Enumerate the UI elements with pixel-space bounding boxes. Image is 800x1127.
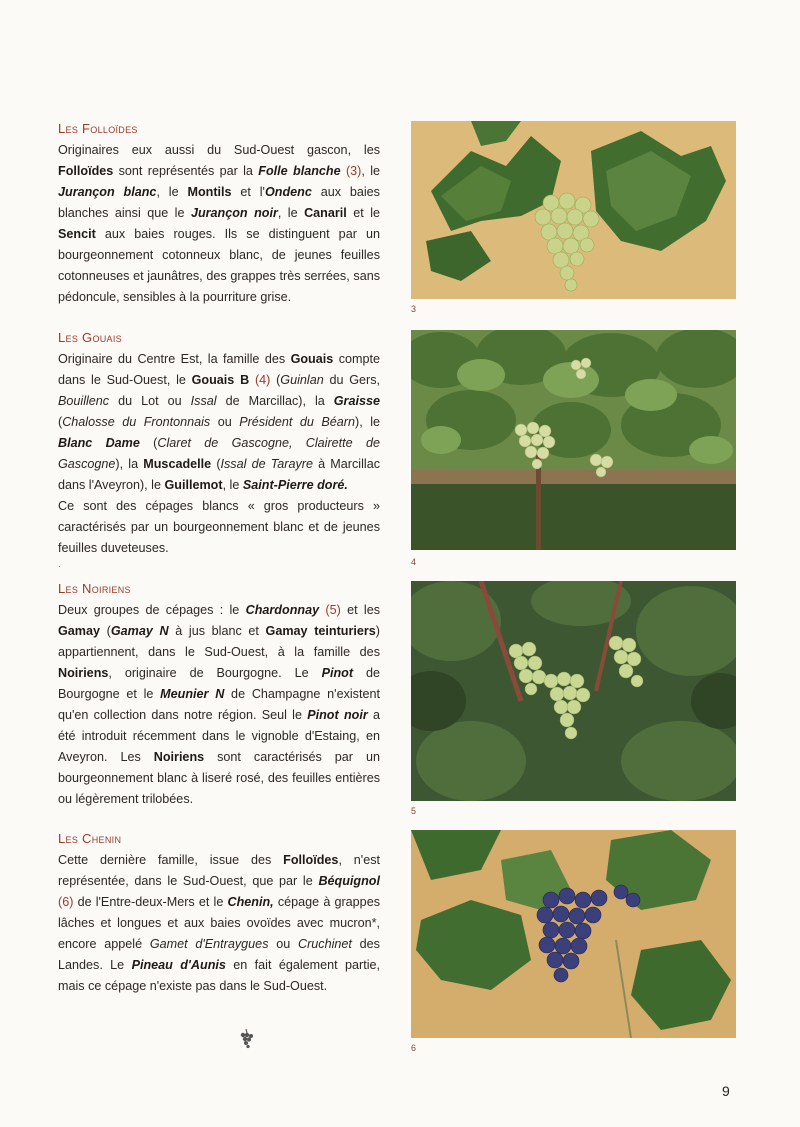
text-run: compte dans le Sud-Ouest, le — [58, 352, 380, 387]
text-run: ( — [270, 373, 281, 387]
photo-black-grape-bunch — [411, 830, 736, 1038]
text-run: Canaril — [304, 206, 347, 220]
section-paragraph — [58, 349, 380, 496]
text-run: Saint-Pierre doré. — [242, 478, 348, 492]
text-run: Issal — [190, 394, 217, 408]
text-run: Jurançon blanc — [58, 185, 157, 199]
text-run: Blanc Dame — [58, 436, 140, 450]
text-run: Montils — [187, 185, 232, 199]
text-run: , le — [361, 164, 380, 178]
text-run: de Marcillac), la — [216, 394, 334, 408]
text-run: Cruchinet — [298, 937, 352, 951]
section-paragraph — [58, 850, 380, 997]
text-run: Muscadelle — [143, 457, 212, 471]
text-run: Chalosse du Frontonnais — [62, 415, 211, 429]
text-run: Sencit — [58, 227, 96, 241]
text-run: en fait également partie, mais ce cépage n'existe pas dans le Sud-Ouest. — [58, 958, 380, 993]
figure-reference: (6) — [58, 895, 74, 909]
text-run: à jus blanc et — [168, 624, 266, 638]
section-paragraph — [58, 600, 380, 810]
text-run: ), le — [355, 415, 381, 429]
text-run: Guillemot — [164, 478, 223, 492]
text-run: du Lot ou — [109, 394, 191, 408]
text-run: Gamay — [58, 624, 101, 638]
text-run: Originaires eux aussi du Sud-Ouest gascon, les — [58, 143, 380, 157]
text-run: ou — [210, 415, 240, 429]
text-run: ( — [100, 624, 111, 638]
photo-caption: 3 — [411, 304, 417, 314]
text-run: de Bourgogne et le — [58, 666, 380, 701]
text-run: et l' — [231, 185, 265, 199]
text-run: Claret de Gascogne, Clairette de Gascogne — [58, 436, 380, 471]
text-run: ( — [58, 415, 63, 429]
text-run: , le — [222, 478, 243, 492]
text-run: Meunier N — [160, 687, 225, 701]
text-run: Jurançon noir — [190, 206, 278, 220]
text-run: Président du Béarn — [239, 415, 356, 429]
section-chenin — [58, 831, 380, 997]
page-number: 9 — [722, 1083, 730, 1099]
text-run: aux baies blanches ainsi que le — [58, 185, 380, 220]
text-run: Folloïdes — [283, 853, 339, 867]
text-run: Gouais B — [191, 373, 250, 387]
text-run: ( — [139, 436, 158, 450]
photo-white-grape-bunch — [411, 121, 736, 299]
text-run: Pineau d'Aunis — [131, 958, 226, 972]
text-run: Chenin, — [227, 895, 274, 909]
text-run: Ce sont des cépages blancs « gros producteurs » caractérisés par un bourgeonnement blanc et de jeunes feuilles duveteuses. — [58, 499, 380, 555]
text-run: de l'Entre-deux-Mers et le — [73, 895, 228, 909]
text-run: aux baies rouges. Ils se distinguent par un bourgeonnement cotonneux blanc, de jeunes feuilles cotonneuses et jaunâtres, des grappes très serrées, sans pédoncule, sensibles à la pourriture grise. — [58, 227, 380, 304]
stray-mark: · — [58, 562, 61, 571]
text-run: Gamet d'Entraygues — [149, 937, 269, 951]
text-run: du Gers, — [323, 373, 381, 387]
photo-caption: 5 — [411, 806, 417, 816]
text-run: Gamay teinturiers — [265, 624, 376, 638]
section-paragraph — [58, 140, 380, 308]
photo-caption: 4 — [411, 557, 417, 567]
text-run: à Marcillac dans l'Aveyron), le — [58, 457, 380, 492]
text-run: cépage à grappes lâches et longues et aux baies ovoïdes avec mucron*, encore appelé — [58, 895, 380, 951]
text-run: de Champagne n'existent qu'en collection dans notre région. Seul le — [58, 687, 380, 722]
text-run: , n'est représentée, dans le Sud-Ouest, que par le — [58, 853, 380, 888]
text-run: ) appartiennent, dans le Sud-Ouest, à la famille des — [58, 624, 380, 659]
figure-reference: (4) — [254, 373, 271, 387]
figure-reference: (3) — [345, 164, 362, 178]
section-heading: Les Noiriens — [58, 581, 131, 596]
section-heading: Les Gouais — [58, 330, 122, 345]
text-run: Folle blanche — [258, 164, 341, 178]
text-run: Gamay N — [110, 624, 169, 638]
section-heading: Les Folloïdes — [58, 121, 138, 136]
text-run: Folloïdes — [58, 164, 114, 178]
text-run: Pinot — [321, 666, 354, 680]
text-run: Béquignol — [318, 874, 380, 888]
text-run: sont représentés par la — [113, 164, 259, 178]
section-body — [58, 600, 380, 810]
section-body — [58, 349, 380, 559]
section-folloides — [58, 121, 380, 308]
section-heading: Les Chenin — [58, 831, 122, 846]
photo-vineyard-white-grapes — [411, 330, 736, 550]
text-run: Guinlan — [280, 373, 324, 387]
section-noiriens — [58, 581, 380, 810]
text-run: ou — [268, 937, 299, 951]
section-body — [58, 850, 380, 997]
text-run: Pinot noir — [307, 708, 368, 722]
text-run: a été introduit récemment dans le vignoble d'Estaing, en Aveyron. Les — [58, 708, 380, 764]
text-run: Issal de Tarayre — [220, 457, 313, 471]
text-run: des Landes. Le — [58, 937, 380, 972]
text-run: Noiriens — [153, 750, 205, 764]
section-gouais — [58, 330, 380, 559]
text-run: sont caractérisés par un bourgeonnement blanc à liseré rosé, des feuilles entières ou légèrement trilobées. — [58, 750, 380, 806]
text-run: ( — [211, 457, 221, 471]
text-run: Chardonnay — [245, 603, 320, 617]
section-body — [58, 140, 380, 308]
text-run: ), la — [115, 457, 144, 471]
text-run: et les — [340, 603, 380, 617]
text-run: Graisse — [333, 394, 380, 408]
text-run: Bouillenc — [58, 394, 110, 408]
text-run: Originaire du Centre Est, la famille des — [58, 352, 291, 366]
text-run: et le — [346, 206, 380, 220]
photo-caption: 6 — [411, 1043, 417, 1053]
text-run: Cette dernière famille, issue des — [58, 853, 284, 867]
text-run: Deux groupes de cépages : le — [58, 603, 246, 617]
text-run: , le — [277, 206, 305, 220]
grape-ornament-icon — [236, 1028, 256, 1050]
text-run: , le — [156, 185, 188, 199]
photo-chardonnay-grapes — [411, 581, 736, 801]
figure-reference: (5) — [325, 603, 341, 617]
text-run: Gouais — [290, 352, 334, 366]
text-run: Noiriens — [58, 666, 109, 680]
text-run: Ondenc — [264, 185, 312, 199]
section-paragraph — [58, 496, 380, 559]
text-run: , originaire de Bourgogne. Le — [108, 666, 322, 680]
